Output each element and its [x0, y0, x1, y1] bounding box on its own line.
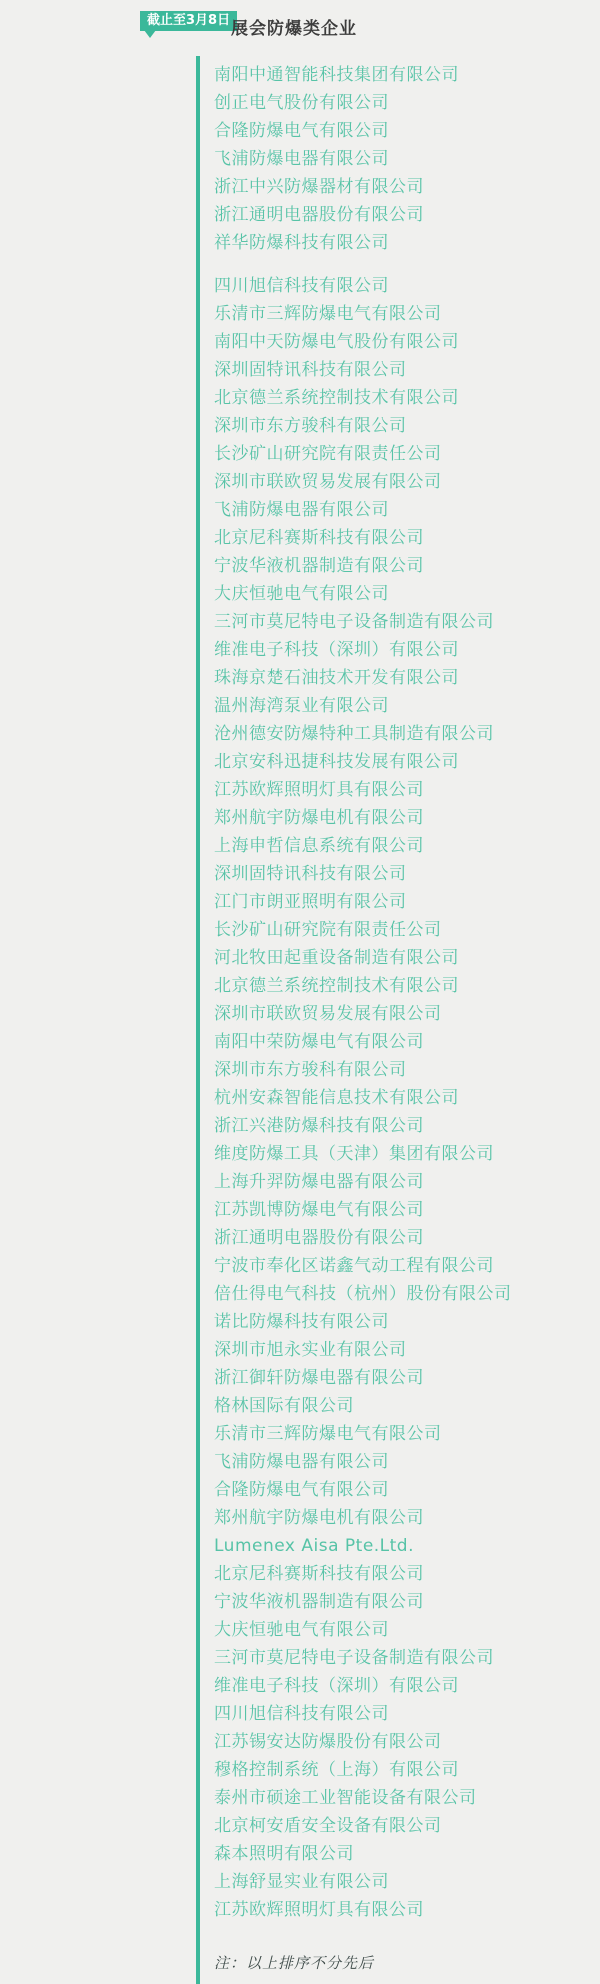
- list-item: 三河市莫尼特电子设备制造有限公司: [214, 612, 494, 632]
- list-item: 长沙矿山研究院有限责任公司: [214, 920, 442, 940]
- list-item: 北京尼科赛斯科技有限公司: [214, 528, 424, 548]
- list-item: 四川旭信科技有限公司: [214, 276, 389, 296]
- list-item: 泰州市硕途工业智能设备有限公司: [214, 1788, 477, 1808]
- list-item: 江苏锡安达防爆股份有限公司: [214, 1732, 442, 1752]
- list-item: 南阳中通智能科技集团有限公司: [214, 65, 459, 85]
- list-item: 维度防爆工具（天津）集团有限公司: [214, 1144, 494, 1164]
- list-item: 飞浦防爆电器有限公司: [214, 1452, 389, 1472]
- list-item: 河北牧田起重设备制造有限公司: [214, 948, 459, 968]
- company-group-2: [214, 272, 600, 1924]
- list-item: 浙江御轩防爆电器有限公司: [214, 1368, 424, 1388]
- list-item: 江苏凯博防爆电气有限公司: [214, 1200, 424, 1220]
- company-list: [196, 56, 600, 1984]
- list-item: 祥华防爆科技有限公司: [214, 233, 389, 253]
- list-item: 上海舒显实业有限公司: [214, 1872, 389, 1892]
- list-item: 深圳固特讯科技有限公司: [214, 360, 407, 380]
- list-item: 倍仕得电气科技（杭州）股份有限公司: [214, 1284, 512, 1304]
- list-item: 乐清市三辉防爆电气有限公司: [214, 304, 442, 324]
- list-item: 浙江通明电器股份有限公司: [214, 205, 424, 225]
- list-item: 森本照明有限公司: [214, 1844, 354, 1864]
- list-item: 宁波华液机器制造有限公司: [214, 1592, 424, 1612]
- list-item: 北京安科迅捷科技发展有限公司: [214, 752, 459, 772]
- list-item: 深圳市东方骏科有限公司: [214, 416, 407, 436]
- list-item: 宁波华液机器制造有限公司: [214, 556, 424, 576]
- list-item: 沧州德安防爆特种工具制造有限公司: [214, 724, 494, 744]
- list-item: 深圳市联欧贸易发展有限公司: [214, 1004, 442, 1024]
- list-item: 穆格控制系统（上海）有限公司: [214, 1760, 459, 1780]
- list-item: 四川旭信科技有限公司: [214, 1704, 389, 1724]
- list-item: 维准电子科技（深圳）有限公司: [214, 1676, 459, 1696]
- list-item: 江苏欧辉照明灯具有限公司: [214, 1900, 424, 1920]
- company-group-1: [214, 61, 600, 257]
- list-item: 飞浦防爆电器有限公司: [214, 500, 389, 520]
- list-item: 三河市莫尼特电子设备制造有限公司: [214, 1648, 494, 1668]
- list-item: 大庆恒驰电气有限公司: [214, 584, 389, 604]
- list-item: 郑州航宇防爆电机有限公司: [214, 1508, 424, 1528]
- list-item: 江门市朗亚照明有限公司: [214, 892, 407, 912]
- list-item: 珠海京楚石油技术开发有限公司: [214, 668, 459, 688]
- list-item: 南阳中荣防爆电气有限公司: [214, 1032, 424, 1052]
- list-item: 宁波市奉化区诺鑫气动工程有限公司: [214, 1256, 494, 1276]
- list-item: 郑州航宇防爆电机有限公司: [214, 808, 424, 828]
- list-item: 南阳中天防爆电气股份有限公司: [214, 332, 459, 352]
- list-item: 创正电气股份有限公司: [214, 93, 389, 113]
- list-item: 浙江通明电器股份有限公司: [214, 1228, 424, 1248]
- list-item: 浙江兴港防爆科技有限公司: [214, 1116, 424, 1136]
- list-item: 浙江中兴防爆器材有限公司: [214, 177, 424, 197]
- list-item: 杭州安森智能信息技术有限公司: [214, 1088, 459, 1108]
- list-item: 深圳市联欧贸易发展有限公司: [214, 472, 442, 492]
- deadline-badge: 截止至3月8日: [140, 11, 237, 31]
- page-header: [0, 0, 600, 56]
- list-item: 深圳市旭永实业有限公司: [214, 1340, 407, 1360]
- list-item: 飞浦防爆电器有限公司: [214, 149, 389, 169]
- list-item: 上海申哲信息系统有限公司: [214, 836, 424, 856]
- list-item: Lumenex Aisa Pte.Ltd.: [214, 1536, 415, 1556]
- list-item: 北京德兰系统控制技术有限公司: [214, 976, 459, 996]
- list-item: 深圳市东方骏科有限公司: [214, 1060, 407, 1080]
- footnote: 注：以上排序不分先后: [214, 1954, 375, 1972]
- list-item: 合隆防爆电气有限公司: [214, 1480, 389, 1500]
- list-item: 江苏欧辉照明灯具有限公司: [214, 780, 424, 800]
- list-item: 温州海湾泵业有限公司: [214, 696, 389, 716]
- list-item: 合隆防爆电气有限公司: [214, 121, 389, 141]
- list-item: 北京德兰系统控制技术有限公司: [214, 388, 459, 408]
- list-item: 北京尼科赛斯科技有限公司: [214, 1564, 424, 1584]
- list-item: 诺比防爆科技有限公司: [214, 1312, 389, 1332]
- list-item: 北京柯安盾安全设备有限公司: [214, 1816, 442, 1836]
- list-item: 乐清市三辉防爆电气有限公司: [214, 1424, 442, 1444]
- list-item: 深圳固特讯科技有限公司: [214, 864, 407, 884]
- page-title: 展会防爆类企业: [231, 19, 357, 39]
- list-item: 维准电子科技（深圳）有限公司: [214, 640, 459, 660]
- list-item: 格林国际有限公司: [214, 1396, 354, 1416]
- list-item: 上海升羿防爆电器有限公司: [214, 1172, 424, 1192]
- list-item: 长沙矿山研究院有限责任公司: [214, 444, 442, 464]
- list-item: 大庆恒驰电气有限公司: [214, 1620, 389, 1640]
